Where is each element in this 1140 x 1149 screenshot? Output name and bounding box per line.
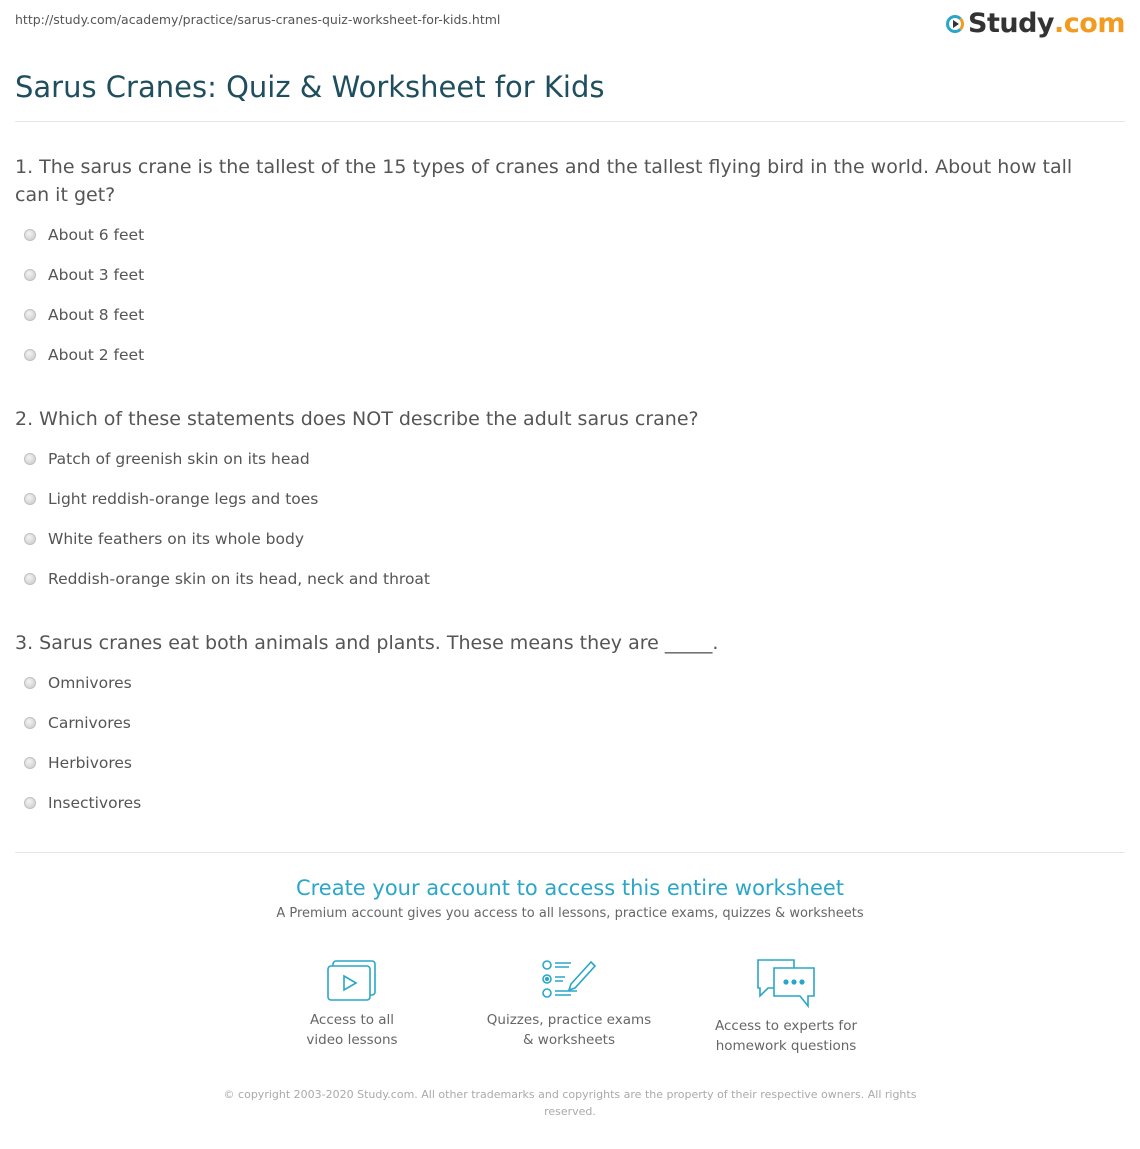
option[interactable] bbox=[24, 674, 132, 692]
radio-button[interactable] bbox=[24, 717, 36, 729]
feature-label: Quizzes, practice exams bbox=[486, 1012, 652, 1028]
quiz-checklist-icon bbox=[541, 958, 597, 1002]
option-label: Insectivores bbox=[48, 794, 142, 812]
option[interactable] bbox=[24, 714, 131, 732]
page-title: Sarus Cranes: Quiz & Worksheet for Kids bbox=[15, 70, 605, 104]
option-label: Omnivores bbox=[48, 674, 132, 692]
divider bbox=[15, 852, 1125, 853]
option[interactable] bbox=[24, 266, 144, 284]
option[interactable] bbox=[24, 570, 430, 588]
option-label: About 6 feet bbox=[48, 226, 145, 244]
feature-experts bbox=[686, 958, 886, 1056]
radio-button[interactable] bbox=[24, 677, 36, 689]
radio-button[interactable] bbox=[24, 533, 36, 545]
divider bbox=[15, 121, 1125, 122]
radio-button[interactable] bbox=[24, 797, 36, 809]
question-3: 3. Sarus cranes eat both animals and plants. These means they are _____. bbox=[15, 632, 719, 654]
radio-button[interactable] bbox=[24, 269, 36, 281]
study-logo[interactable] bbox=[946, 8, 1125, 39]
feature-quizzes bbox=[469, 958, 669, 1050]
copyright: © copyright 2003-2020 Study.com. All other trademarks and copyrights are the property of their respective owners. All rights reserved. bbox=[223, 1088, 917, 1118]
feature-video-lessons bbox=[252, 958, 452, 1050]
option-label: About 2 feet bbox=[48, 346, 145, 364]
question-2: 2. Which of these statements does NOT describe the adult sarus crane? bbox=[15, 408, 699, 430]
option-label: Patch of greenish skin on its head bbox=[48, 450, 310, 468]
radio-button[interactable] bbox=[24, 757, 36, 769]
page-url: http://study.com/academy/practice/sarus-cranes-quiz-worksheet-for-kids.html bbox=[15, 12, 501, 27]
option[interactable] bbox=[24, 346, 144, 364]
radio-button[interactable] bbox=[24, 349, 36, 361]
option-label: Reddish-orange skin on its head, neck and throat bbox=[48, 570, 430, 588]
option[interactable] bbox=[24, 450, 310, 468]
radio-button[interactable] bbox=[24, 229, 36, 241]
feature-label: homework questions bbox=[715, 1038, 857, 1054]
feature-label: Access to all bbox=[309, 1012, 395, 1028]
radio-button[interactable] bbox=[24, 309, 36, 321]
create-account-link[interactable]: Create your account to access this entire worksheet bbox=[295, 876, 845, 900]
option[interactable] bbox=[24, 530, 304, 548]
play-logo-icon bbox=[946, 15, 964, 33]
feature-label: Access to experts for bbox=[714, 1018, 857, 1034]
option[interactable] bbox=[24, 306, 144, 324]
question-1: 1. The sarus crane is the tallest of the 15 types of cranes and the tallest flying bird in the world. About how tall can it get? bbox=[15, 156, 1073, 206]
radio-button[interactable] bbox=[24, 573, 36, 585]
chat-bubbles-icon bbox=[754, 958, 818, 1008]
option-label: Light reddish-orange legs and toes bbox=[48, 490, 319, 508]
option[interactable] bbox=[24, 490, 318, 508]
option[interactable] bbox=[24, 794, 141, 812]
option-label: About 3 feet bbox=[48, 266, 145, 284]
option-label: Carnivores bbox=[48, 714, 131, 732]
feature-label: video lessons bbox=[306, 1032, 398, 1048]
option[interactable] bbox=[24, 754, 132, 772]
radio-button[interactable] bbox=[24, 453, 36, 465]
cta-subtitle: A Premium account gives you access to all lessons, practice exams, quizzes & worksheets bbox=[276, 906, 864, 921]
feature-label: & worksheets bbox=[522, 1032, 615, 1048]
option-label: White feathers on its whole body bbox=[48, 530, 305, 548]
option-label: Herbivores bbox=[48, 754, 133, 772]
logo-text: Study bbox=[968, 8, 1055, 39]
option-label: About 8 feet bbox=[48, 306, 145, 324]
video-lessons-icon bbox=[326, 958, 378, 1002]
option[interactable] bbox=[24, 226, 144, 244]
radio-button[interactable] bbox=[24, 493, 36, 505]
logo-suffix: .com bbox=[1054, 8, 1125, 39]
